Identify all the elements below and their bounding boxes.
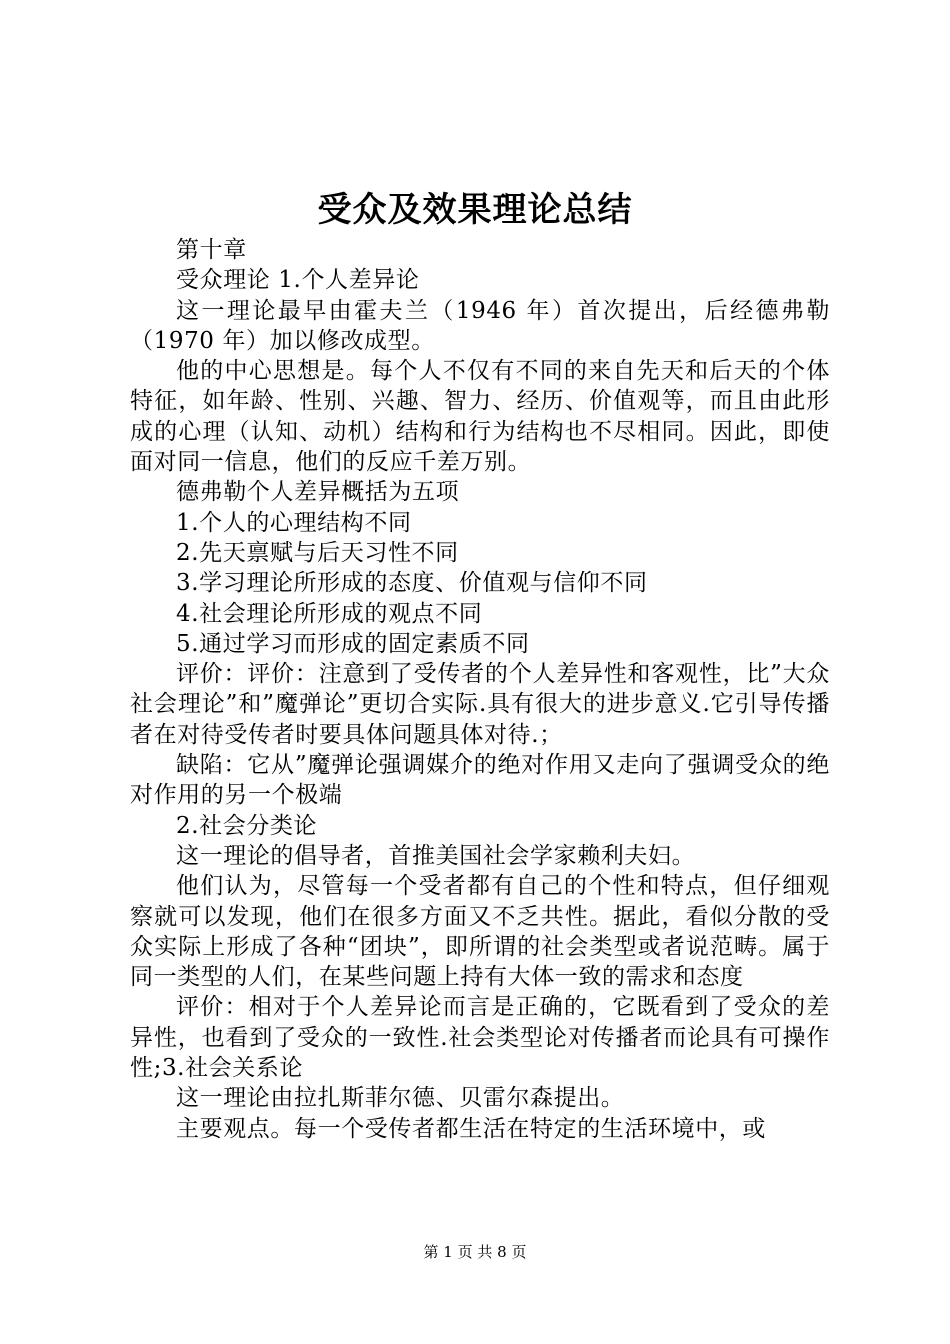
paragraph: 评价：相对于个人差异论而言是正确的，它既看到了受众的差异性，也看到了受众的一致性.社会类型论对传播者而论具有可操作性;3.社会关系论	[130, 994, 830, 1082]
list-item: 1.个人的心理结构不同	[176, 509, 412, 536]
paragraph: 第十章	[176, 237, 247, 263]
paragraph: 主要观点。每一个受传者都生活在特定的生活环境中，或	[176, 1115, 766, 1142]
page-title: 受众及效果理论总结	[317, 190, 633, 230]
paragraph: 他的中心思想是。每个人不仅有不同的来自先天和后天的个体特征，如年龄、性别、兴趣、智力、经历、价值观等，而且由此形成的心理（认知、动机）结构和行为结构也不尽相同。因此，即使面对同一信息，他们的反应千差万别。	[130, 358, 830, 476]
paragraph: 这一理论由拉扎斯菲尔德、贝雷尔森提出。	[176, 1085, 625, 1112]
paragraph: 受众理论 1.个人差异论	[176, 267, 420, 294]
paragraph: 他们认为，尽管每一个受者都有自己的个性和特点，但仔细观察就可以发现，他们在很多方面又不乏共性。据此，看似分散的受众实际上形成了各种“团块”，即所谓的社会类型或者说范畴。属于同一类型的人们，在某些问题上持有大体一致的需求和态度	[130, 873, 830, 991]
paragraph: 德弗勒个人差异概括为五项	[176, 479, 460, 506]
section-heading: 2.社会分类论	[176, 812, 318, 839]
paragraph: 这一理论的倡导者，首推美国社会学家赖利夫妇。	[176, 842, 696, 869]
list-item: 4.社会理论所形成的观点不同	[176, 600, 483, 627]
list-item: 5.通过学习而形成的固定素质不同	[176, 630, 530, 657]
list-item: 3.学习理论所形成的态度、价值观与信仰不同	[176, 570, 648, 597]
paragraph: 缺陷：它从”魔弹论强调媒介的绝对作用又走向了强调受众的绝对作用的另一个极端	[130, 752, 830, 809]
document-body	[130, 235, 830, 1144]
list-item: 2.先天禀赋与后天习性不同	[176, 539, 459, 566]
paragraph: 评价：评价：注意到了受传者的个人差异性和客观性，比”大众社会理论”和”魔弹论”更切合实际.具有很大的进步意义.它引导传播者在对待受传者时要具体问题具体对待.；	[130, 661, 830, 748]
paragraph: 这一理论最早由霍夫兰（1946 年）首次提出，后经德弗勒（1970 年）加以修改成型。	[130, 297, 830, 354]
page-footer: 第 1 页 共 8 页	[423, 1243, 527, 1261]
